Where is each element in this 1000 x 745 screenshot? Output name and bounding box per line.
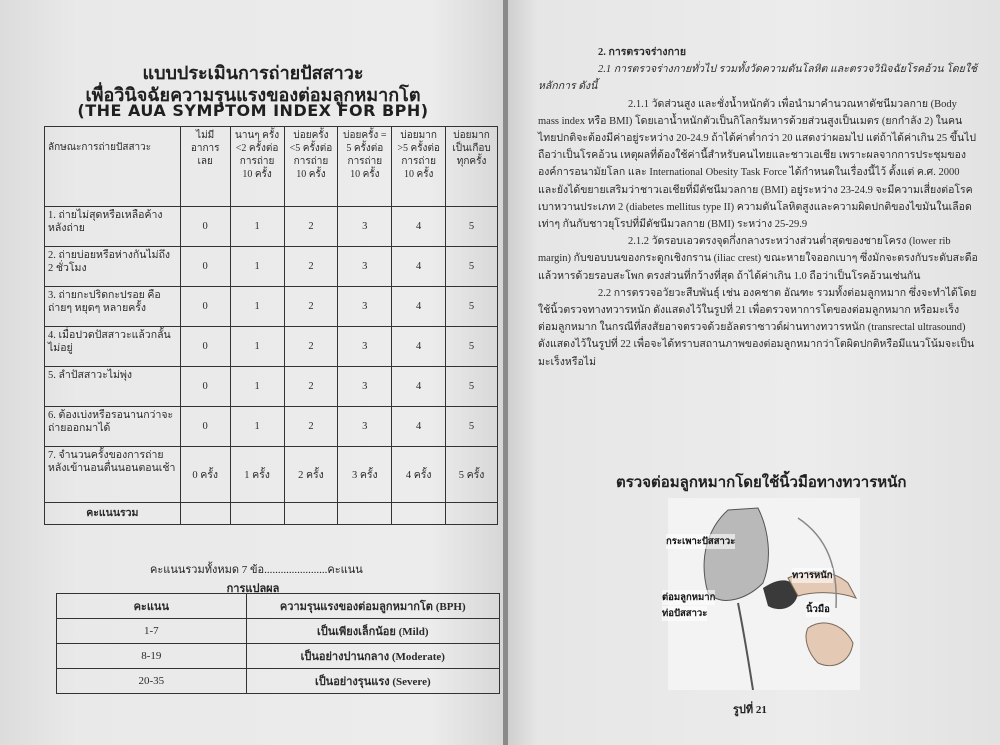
prostate-exam-illustration <box>662 498 860 690</box>
severity-level: เป็นอย่างปานกลาง (Moderate) <box>246 644 499 669</box>
label-urethra: ท่อปัสสาวะ <box>662 606 707 621</box>
score-cell: 3 ครั้ง <box>338 447 392 503</box>
interpretation-title: การแปลผล <box>226 583 280 595</box>
table-row <box>45 287 498 327</box>
score-cell: 1 <box>230 367 284 407</box>
paragraph-2-1: 2.1 การตรวจร่างกายทั่วไป รวมทั้งวัดความดันโลหิต และตรวจวินิจฉัยโรคอ้วน โดยใช้หลักการ ดังนี้ <box>538 64 978 93</box>
total-score-label: คะแนนรวม <box>45 503 181 525</box>
column-header: บ่อยครั้ง <5 ครั้งต่อการถ่าย 10 ครั้ง <box>284 127 338 207</box>
score-cell: 4 <box>392 247 446 287</box>
section-heading: 2. การตรวจร่างกาย <box>598 47 686 58</box>
score-cell: 1 <box>230 247 284 287</box>
score-cell: 5 <box>446 207 498 247</box>
score-cell: 2 <box>284 207 338 247</box>
label-prostate: ต่อมลูกหมาก <box>662 590 715 605</box>
score-cell: 0 <box>180 247 230 287</box>
symptom-question: 7. จำนวนครั้งของการถ่ายหลังเข้านอนตื่นนอนตอนเช้า <box>45 447 181 503</box>
score-cell: 4 <box>392 327 446 367</box>
score-cell: 3 <box>338 367 392 407</box>
paragraph-2-1-2: 2.1.2 วัดรอบเอวตรงจุดกึ่งกลางระหว่างส่วนต่ำสุดของชายโครง (lower rib margin) กับขอบบนของกระดูกเชิงกราน (iliac crest) ขณะหายใจออกเบาๆ ซึ่งมักจะตรงกับระดับสะดือแล้วหารด้วยรอบสะโพก ตรงส่วนที่กว้างที่สุด ถ้าได้ค่าเกิน 1.0 ถือว่าเป็นโรคอ้วนเช่นกัน <box>538 236 978 282</box>
label-finger: นิ้วมือ <box>806 602 830 617</box>
score-range: 8-19 <box>57 644 247 669</box>
symptom-question: 2. ถ่ายบ่อยหรือห่างกันไม่ถึง 2 ชั่วโมง <box>45 247 181 287</box>
symptom-question: 5. ลำปัสสาวะไม่พุ่ง <box>45 367 181 407</box>
column-header: นานๆ ครั้ง <2 ครั้งต่อการถ่าย 10 ครั้ง <box>230 127 284 207</box>
score-range: 1-7 <box>57 619 247 644</box>
column-header: คะแนน <box>57 594 247 619</box>
table-row <box>45 367 498 407</box>
symptom-question: 4. เมื่อปวดปัสสาวะแล้วกลั้นไม่อยู่ <box>45 327 181 367</box>
interpretation-header-row <box>57 594 500 619</box>
score-cell: 1 <box>230 407 284 447</box>
score-cell: 3 <box>338 207 392 247</box>
column-header: ไม่มีอาการเลย <box>180 127 230 207</box>
score-cell: 2 <box>284 327 338 367</box>
paragraph-2-1-1: 2.1.1 วัดส่วนสูง และชั่งน้ำหนักตัว เพื่อนำมาคำนวณหาดัชนีมวลกาย (Body mass index หรือ BMI) โดยเอาน้ำหนักตัวเป็นกิโลกรัมหารด้วยส่วนสูงเป็นเมตร (ยกกำลัง 2) ในคนไทยปกติจะต้องมีค่าอยู่ระหว่าง 20-24.9 ถ้าได้ค่าต่ำกว่า 20 แสดงว่าผอมไป แต่ถ้าได้ค่าเกิน 25 ขึ้นไปถือว่าเป็นโรคอ้วน เหตุผลที่ต้องใช้ค่านี้สำหรับคนไทยและชาวเอเชีย เพราะผลจากการประชุมขององค์การอนามัยโลก และ International Obesity Task Force ได้กำหนดในเรื่องนี้ไว้ ตั้งแต่ ค.ศ. 2000 และยังได้ขยายเสริมว่าชาวเอเชียที่มีดัชนีมวลกาย (BMI) อยู่ระหว่าง 23-24.9 จะมีความเสี่ยงต่อโรคเบาหวานประเภท 2 (diabetes mellitus type II) ความดันโลหิตสูงและความผิดปกติของไขมันในเลือดเท่าๆ กันกับชาวยุโรปที่มีดัชนีมวลกาย (BMI) ระหว่าง 25-29.9 <box>538 98 977 231</box>
column-header: บ่อยมาก >5 ครั้งต่อการถ่าย 10 ครั้ง <box>392 127 446 207</box>
aua-symptom-table <box>44 126 498 525</box>
score-cell: 0 <box>180 287 230 327</box>
severity-level: เป็นเพียงเล็กน้อย (Mild) <box>246 619 499 644</box>
score-cell: 4 <box>392 287 446 327</box>
table-header-row <box>45 127 498 207</box>
score-cell: 3 <box>338 247 392 287</box>
total-score-line: คะแนนรวมทั้งหมด 7 ข้อ.......................คะแนน <box>150 564 363 576</box>
table-row <box>57 644 500 669</box>
score-cell: 0 <box>180 367 230 407</box>
page-title: แบบประเมินการถ่ายปัสสาวะ <box>142 63 364 84</box>
symptom-question: 3. ถ่ายกะปริดกะปรอย คือถ่ายๆ หยุดๆ หลายครั้ง <box>45 287 181 327</box>
table-row <box>57 669 500 694</box>
label-rectum: ทวารหนัก <box>792 568 833 583</box>
score-cell: 2 <box>284 287 338 327</box>
symptom-question: 1. ถ่ายไม่สุดหรือเหลือค้างหลังถ่าย <box>45 207 181 247</box>
score-cell: 5 <box>446 287 498 327</box>
column-header: บ่อยมากเป็นเกือบทุกครั้ง <box>446 127 498 207</box>
table-row <box>45 247 498 287</box>
score-cell: 2 <box>284 367 338 407</box>
figure-caption: รูปที่ 21 <box>733 704 767 716</box>
table-row <box>57 619 500 644</box>
score-cell: 0 <box>180 327 230 367</box>
score-cell: 0 ครั้ง <box>180 447 230 503</box>
total-score-row <box>45 503 498 525</box>
table-row <box>45 327 498 367</box>
score-cell: 2 <box>284 247 338 287</box>
figure-title: ตรวจต่อมลูกหมากโดยใช้นิ้วมือทางทวารหนัก <box>616 473 907 491</box>
score-cell: 2 ครั้ง <box>284 447 338 503</box>
right-page <box>508 0 1000 745</box>
page-subtitle: เพื่อวินิจฉัยความรุนแรงของต่อมลูกหมากโต <box>85 85 421 106</box>
score-cell: 1 <box>230 327 284 367</box>
score-cell: 4 <box>392 367 446 407</box>
column-header: บ่อยครั้ง = 5 ครั้งต่อการถ่าย 10 ครั้ง <box>338 127 392 207</box>
page-subtitle-english: (THE AUA SYMPTOM INDEX FOR BPH) <box>77 101 429 120</box>
severity-level: เป็นอย่างรุนแรง (Severe) <box>246 669 499 694</box>
score-cell: 1 <box>230 207 284 247</box>
score-cell: 1 <box>230 287 284 327</box>
table-row <box>45 407 498 447</box>
symptom-question: 6. ต้องเบ่งหรือรอนานกว่าจะถ่ายออกมาได้ <box>45 407 181 447</box>
score-cell: 2 <box>284 407 338 447</box>
paragraph-2-2: 2.2 การตรวจอวัยวะสืบพันธุ์ เช่น องคชาต อัณฑะ รวมทั้งต่อมลูกหมาก ซึ่งจะทำได้โดยใช้นิ้วตรวจทางทวารหนัก ดังแสดงไว้ในรูปที่ 21 เพื่อตรวจหาการโตของต่อมลูกหมาก หรือมะเร็งต่อมลูกหมาก ในกรณีที่สงสัยอาจตรวจด้วยอัลตราซาวด์ผ่านทางทวารหนัก (transrectal ultrasound) ดังแสดงไว้ในรูปที่ 22 เพื่อจะได้ทราบสถานภาพของต่อมลูกหมากว่าโตผิดปกติหรือมีแนวโน้มจะเป็นมะเร็งหรือไม่ <box>538 287 977 368</box>
score-cell: 4 <box>392 407 446 447</box>
label-bladder: กระเพาะปัสสาวะ <box>666 534 735 549</box>
interpretation-table <box>56 593 500 694</box>
score-cell: 5 <box>446 327 498 367</box>
score-cell: 0 <box>180 207 230 247</box>
score-cell: 5 <box>446 407 498 447</box>
table-row <box>45 207 498 247</box>
body-text <box>538 44 978 371</box>
score-cell: 5 ครั้ง <box>446 447 498 503</box>
score-cell: 3 <box>338 287 392 327</box>
column-header: ความรุนแรงของต่อมลูกหมากโต (BPH) <box>246 594 499 619</box>
column-header: ลักษณะการถ่ายปัสสาวะ <box>45 127 181 207</box>
score-cell: 5 <box>446 367 498 407</box>
score-cell: 3 <box>338 407 392 447</box>
table-row <box>45 447 498 503</box>
score-cell: 0 <box>180 407 230 447</box>
score-cell: 4 ครั้ง <box>392 447 446 503</box>
score-cell: 4 <box>392 207 446 247</box>
score-cell: 1 ครั้ง <box>230 447 284 503</box>
score-cell: 3 <box>338 327 392 367</box>
score-range: 20-35 <box>57 669 247 694</box>
score-cell: 5 <box>446 247 498 287</box>
